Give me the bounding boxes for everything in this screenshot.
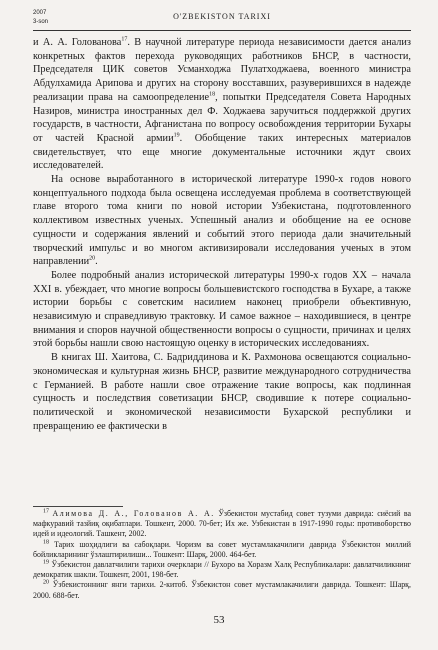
footnote-17-authors: Алимова Д. А., Голованов А. А. — [52, 509, 215, 518]
journal-title: O'ZBEKISTON TARIXI — [173, 12, 271, 21]
paragraph-2: На основе выработанного в исторической литературе 1990-х годов нового концептуального подхода была освещена исследуемая проблема в соответствующей главе второго тома книги по новой истории Узбекистана, подготовленного коллективом известных ученых. Успешный анализ и обобщение на ее основе сущности и содержания явлений и событий этого периода дали значительный творческий импульс и во многом активизировали исследования ученых в этом направлении$^{20}$. — [33, 174, 411, 268]
footnote-divider — [33, 506, 123, 507]
paragraph-4: В книгах Ш. Хаитова, С. Бадриддинова и К. Рахмонова освещаются социально-экономическая и культурная жизнь БНСР, развитие международного сотрудничества с Германией. В работе нашли свое отражение такие вопросы, как подлинная сущность и последствия советизации БНСР, сводившие к потере социально-политической и экономической независимости Бухарской республики и превращению ее фактически в — [33, 352, 411, 432]
header-year: 2007 — [33, 10, 47, 16]
footnote-19: $^{19}$ Ўзбекистон давлатчилиги тарихи очерклари // Бухоро ва Хоразм Халқ Республикалари: давлатчиликнинг демократик шакли. Тошкент, 2001, 198-бет. — [33, 559, 411, 580]
article-body — [33, 36, 411, 433]
footnote-17: $^{17}$ Алимова Д. А., Голованов А. А. Ўзбекистон мустабид совет тузуми даврида: сиёсий ва мафкуравий тазйиқ оқибатлари. Тошкент, 2000. 70-бет; Их же. Узбекистан в 1917-1990 годы: противоборство идей и идеологий. Ташкент, 2002. — [33, 508, 411, 539]
paragraph-3: Более подробный анализ исторической литературы 1990-х годов XX – начала XXI в. убеждает, что многие вопросы большевистского господства в Бухаре, а также истории борьбы с советским насилием наконец приобрели объективную, независимую и справедливую трактовку. И самое важное – находившиеся, в центре внимания и споров научной общественности вопросы о сущности, причинах и целях этой борьбы нашли свою настоящую оценку в исторических исследованиях. — [33, 269, 411, 350]
paragraph-1: и А. А. Голованова$^{17}$. В научной литературе периода независимости дается анализ конкретных фактов перехода руководящих работников БНСР, в частности, Председателя ЦИК советов Усманходжа Пулатходжаева, военного министра Абдулхамида Арипова и других на сторону восставших, разуверившихся в надежде реализации права на самоопределение$^{18}$, попытки Председателя Совета Народных Назиров, министра иностранных дел Ф. Ходжаева заручиться поддержкой других государств, в частности, Афганистана по вопросу освобождения территории Бухары от частей Красной армии$^{19}$. Обобщение таких интересных материалов свидетельствует, что еще многие документальные источники ждут своих исследователей. — [33, 36, 412, 172]
footnote-ref-17[interactable]: 17 — [121, 36, 128, 43]
footnote-ref-19[interactable]: 19 — [173, 132, 180, 139]
footnote-ref-18[interactable]: 18 — [209, 91, 216, 98]
footnotes — [33, 509, 411, 601]
footnote-18: $^{18}$ Тарих шоҳидлиги ва сабоқлари. Чоризм ва совет мустамлакачилиги даврида Ўзбекистон миллий бойликларининг ўзлаштирилиши... Тошкент: Шарқ, 2000. 464-бет. — [33, 538, 411, 559]
header-issue: 3-son — [33, 19, 49, 25]
footnote-20: $^{20}$ Ўзбекистоннинг янги тарихи. 2-китоб. Ўзбекистон совет мустамлакачилиги даврида. Тошкент: Шарқ, 2000. 688-бет. — [33, 579, 411, 600]
footnote-ref-20[interactable]: 20 — [89, 255, 96, 262]
running-head — [33, 8, 411, 31]
page-number: 53 — [213, 614, 225, 626]
